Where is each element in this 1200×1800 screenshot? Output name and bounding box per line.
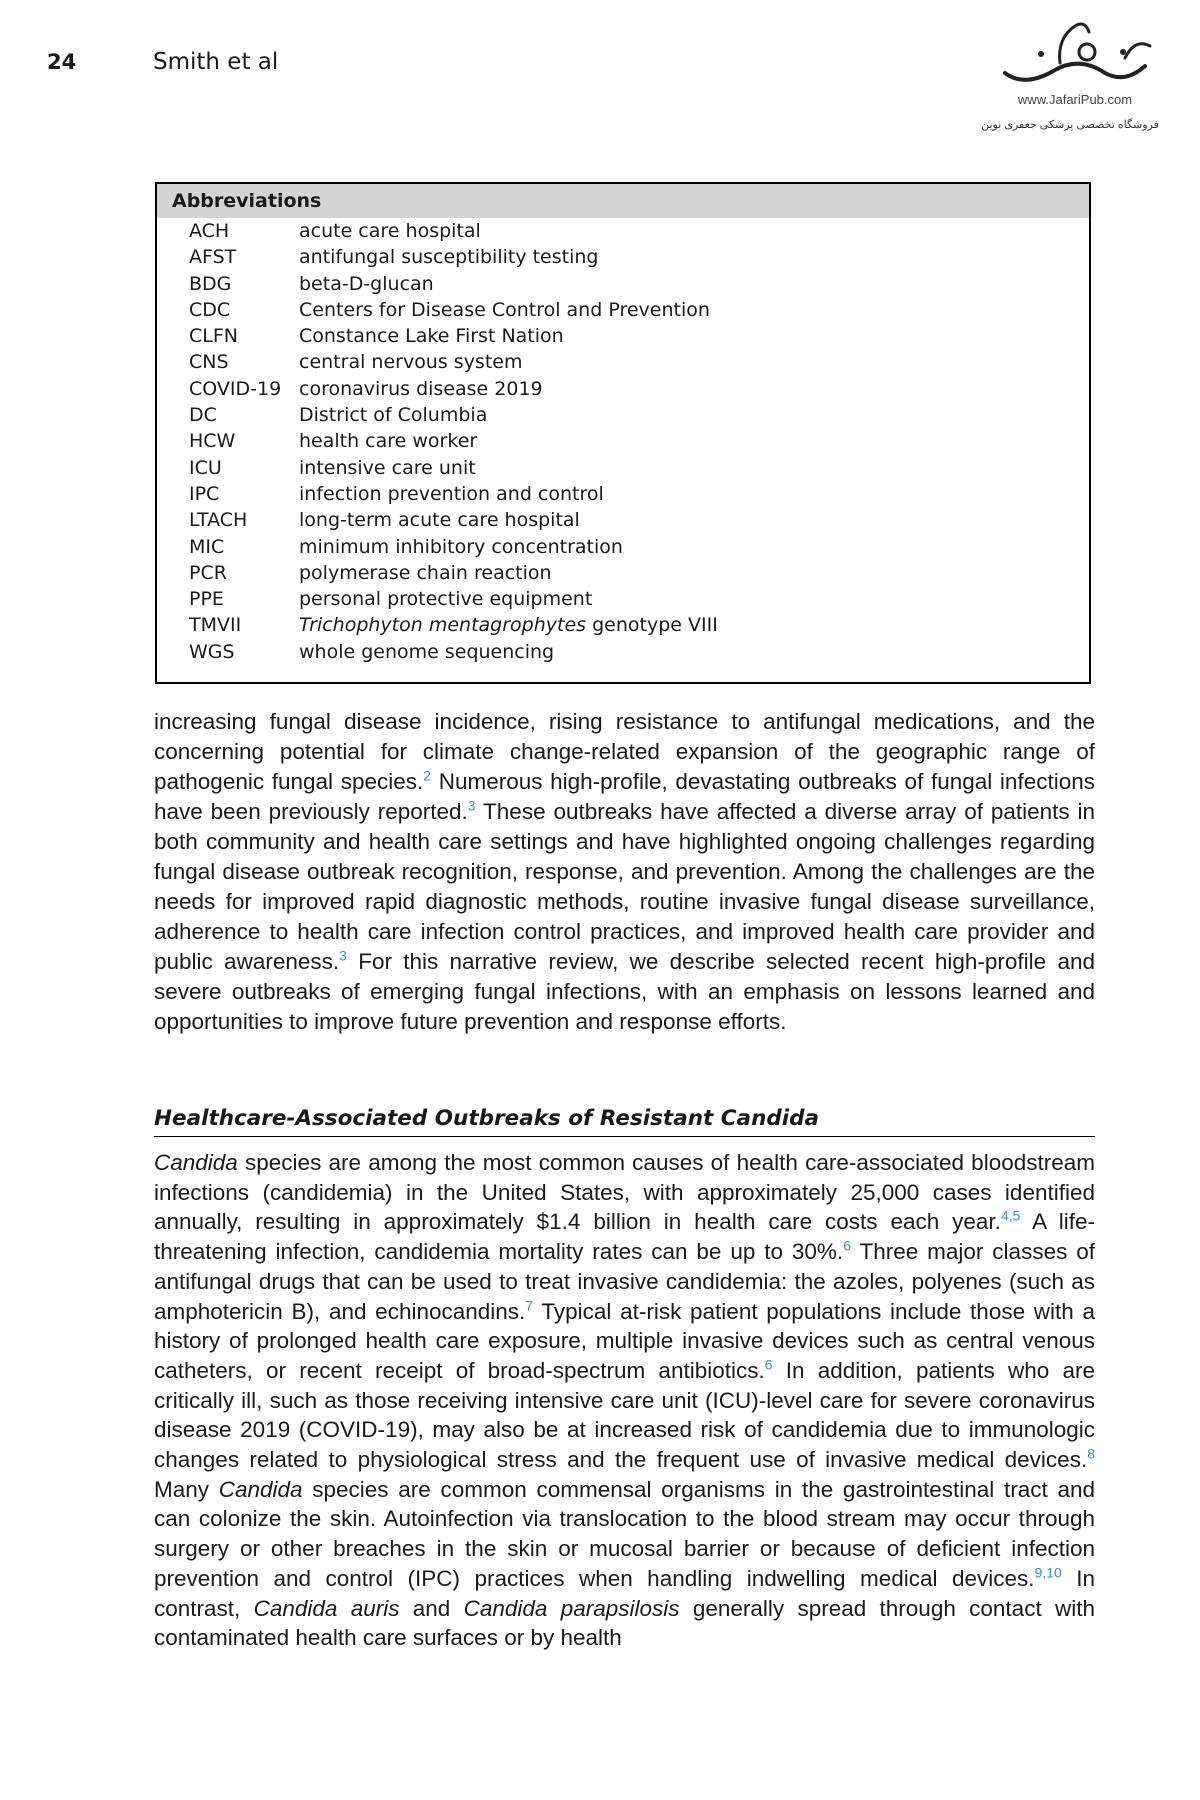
text-run: These outbreaks have affected a diverse array of patients in both community and health care settings and have highlighted ongoing challenges regarding fungal disease outbreak recognition, response, and prevention. Among the challenges are the needs for improved rapid diagnostic methods, routine invasive fungal disease surveillance, adherence to health care infection control practices, and improved health care provider and public awareness. [154,799,1096,974]
abbreviation-term: HCW [189,430,236,453]
intro-paragraph [154,707,1095,1037]
abbreviation-definition-italic: Trichophyton mentagrophytes [299,614,587,637]
abbreviation-definition: beta-D-glucan [299,272,434,295]
abbreviation-row [157,639,1089,665]
text-run: In addition, patients who are critically ill, such as those receiving intensive care unit (ICU)-level care for severe coronavirus disease 2019 (COVID-19), may also be at increased risk of candidemia due to immunologic changes related to physiological stress and the frequent use of invasive medical devices. [154,1357,1095,1473]
text-run: and [399,1595,464,1621]
candida-paragraph [154,1148,1095,1653]
abbreviation-term: WGS [189,640,235,663]
logo-url: www.JafariPub.com [1017,92,1133,107]
abbreviation-row [157,428,1089,454]
abbreviation-definition [299,612,718,638]
abbreviation-row [157,560,1089,586]
citation-link[interactable]: 6 [843,1237,851,1254]
citation-link[interactable]: 7 [525,1297,534,1314]
abbreviation-definition: central nervous system [299,351,523,374]
abbreviation-term: IPC [189,482,220,505]
abbreviations-box [155,182,1091,684]
abbreviation-row [157,612,1089,638]
abbreviation-row [157,323,1089,349]
citation-link[interactable]: 2 [423,767,432,784]
text-run: Many [154,1476,219,1502]
abbreviation-definition: personal protective equipment [299,588,593,611]
text-run: generally spread through contact with contaminated health care surfaces or by health [154,1595,1095,1651]
abbreviation-term: PCR [189,561,227,584]
abbreviation-definition: minimum inhibitory concentration [299,535,623,558]
abbreviation-definition: acute care hospital [299,220,481,242]
citation-link[interactable]: 9,10 [1034,1564,1062,1581]
logo-mark-icon [985,18,1165,93]
citation-link[interactable]: 8 [1087,1445,1095,1462]
italic-text: Candida parapsilosis [463,1595,680,1621]
citation-link[interactable]: 4,5 [1000,1207,1021,1224]
page-number: 24 [47,50,77,74]
abbreviation-term: TMVII [189,614,242,637]
abbreviation-definition: Centers for Disease Control and Prevention [299,298,710,321]
abbreviation-definition: intensive care unit [299,456,476,479]
abbreviation-term: AFST [189,246,237,269]
italic-text: Candida [218,1476,303,1502]
text-run: In contrast, [154,1565,1095,1621]
abbreviation-row [157,481,1089,507]
abbreviation-row [157,586,1089,612]
text-run: Typical at-risk patient populations include those with a history of prolonged health care exposure, multiple invasive devices such as central venous catheters, or recent receipt of broad-spectrum antibiotics. [154,1298,1096,1383]
abbreviation-term: MIC [189,535,225,558]
citation-link[interactable]: 6 [764,1356,773,1373]
abbreviation-row [157,297,1089,323]
abbreviation-term: ICU [189,456,222,479]
abbreviation-definition: Constance Lake First Nation [299,325,564,348]
abbreviation-term: DC [189,404,217,427]
abbreviations-list [157,218,1089,665]
abbreviation-definition: long-term acute care hospital [299,509,580,532]
abbreviation-row [157,376,1089,402]
abbreviation-row [157,349,1089,375]
text-run: For this narrative review, we describe selected recent high-profile and severe outbreaks of emerging fungal infections, with an emphasis on lessons learned and opportunities to improve future prevention and response efforts. [154,949,1095,1034]
section-heading: Healthcare-Associated Outbreaks of Resistant Candida [154,1104,1095,1137]
abbreviation-row [157,271,1089,297]
abbreviation-definition: District of Columbia [299,404,488,427]
abbreviation-term: CDC [189,298,231,321]
abbreviation-definition: whole genome sequencing [299,640,555,663]
citation-link[interactable]: 3 [467,797,476,814]
abbreviations-heading: Abbreviations [157,184,1089,218]
abbreviation-row [157,244,1089,270]
abbreviation-term: PPE [189,588,224,611]
italic-text: Candida [154,1150,238,1175]
text-run: species are among the most common causes of health care-associated bloodstream infections (candidemia) in the United States, with approximately 25,000 cases identified annually, resulting in approximately $1.4 billion in health care costs each year. [154,1150,1095,1235]
abbreviation-term: CLFN [189,325,238,348]
abbreviation-row [157,507,1089,533]
abbreviation-definition: health care worker [299,430,478,453]
abbreviation-term: BDG [189,272,232,295]
abbreviation-term: ACH [189,220,230,242]
abbreviation-definition: antifungal susceptibility testing [299,246,599,269]
abbreviation-term: COVID-19 [189,377,282,400]
citation-link[interactable]: 3 [339,947,347,964]
abbreviation-definition: infection prevention and control [299,482,604,505]
text-run: species are common commensal organisms in the gastrointestinal tract and can colonize the skin. Autoinfection via translocation to the blood stream may occur through surgery or other breaches in the skin or mucosal barrier or because of deficient infection prevention and control (IPC) practices when handling indwelling medical devices. [154,1476,1095,1591]
abbreviation-term: LTACH [189,509,248,532]
logo-tagline: فروشگاه تخصصی پزشکی جعفری نوین [981,119,1159,131]
abbreviation-row [157,218,1089,244]
abbreviation-row [157,534,1089,560]
abbreviation-definition: polymerase chain reaction [299,561,552,584]
text-run: increasing fungal disease incidence, rising resistance to antifungal medications, and the concerning potential for climate change-related expansion of the geographic range of pathogenic fungal species. [154,709,1095,794]
abbreviation-definition-rest: genotype VIII [586,614,718,637]
abbreviation-row [157,455,1089,481]
text-run: A life-threatening infection, candidemia mortality rates can be up to 30%. [154,1209,1095,1265]
text-run: Numerous high-profile, devastating outbreaks of fungal infections have been previously reported. [154,769,1095,824]
text-run: Three major classes of antifungal drugs that can be used to treat invasive candidemia: the azoles, polyenes (such as amphotericin B), and echinocandins. [154,1239,1095,1324]
abbreviation-definition: coronavirus disease 2019 [299,377,543,400]
italic-text: Candida auris [253,1595,400,1621]
abbreviation-row [157,402,1089,428]
running-head: Smith et al [153,49,279,75]
abbreviation-term: CNS [189,351,229,374]
